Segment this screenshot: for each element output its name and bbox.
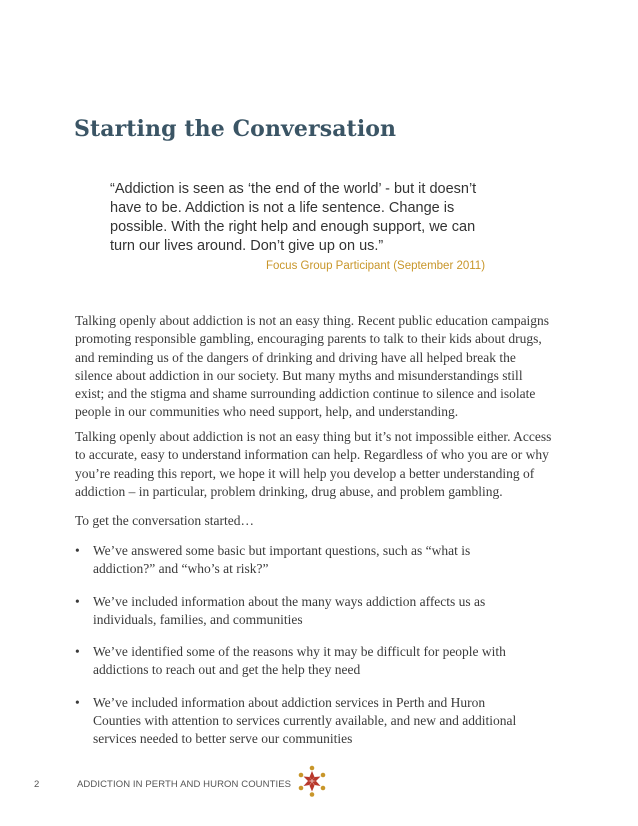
- bullet-line: Counties with attention to services currently available, and new and additional: [93, 713, 517, 729]
- quote-line: possible. With the right help and enough support, we can: [110, 219, 476, 235]
- bullet-icon: •: [75, 644, 80, 660]
- bullet-line: individuals, families, and communities: [93, 611, 303, 627]
- bullet-list: [75, 542, 555, 763]
- pull-quote: [110, 180, 530, 256]
- paragraph-line: addiction – in particular, problem drinking, drug abuse, and problem gambling.: [75, 483, 503, 499]
- list-item: [75, 643, 555, 680]
- quote-line: have to be. Addiction is not a life sentence. Change is: [110, 200, 455, 216]
- paragraph-line: Talking openly about addiction is not an easy thing but it’s not impossible either. Access: [75, 429, 552, 444]
- bullet-line: addictions to reach out and get the help they need: [93, 662, 361, 678]
- bullet-line: We’ve answered some basic but important questions, such as “what is: [93, 543, 471, 558]
- paragraph-line: silence about addiction in our society. But many myths and misunderstandings still: [75, 367, 523, 383]
- bullet-icon: •: [75, 543, 80, 558]
- paragraph-intro: [75, 312, 555, 422]
- paragraph-line: you’re reading this report, we hope it will help you develop a better understanding of: [75, 465, 535, 481]
- paragraph-line: people in our communities who need support, help, and understanding.: [75, 404, 459, 420]
- page-title: Starting the Conversation: [74, 116, 397, 142]
- paragraph-line: Talking openly about addiction is not an easy thing. Recent public education campaigns: [75, 313, 550, 328]
- paragraph-lead-in: To get the conversation started…: [75, 513, 255, 528]
- bullet-icon: •: [75, 694, 80, 710]
- bullet-icon: •: [75, 593, 80, 609]
- list-item: [75, 593, 555, 630]
- paragraph-line: and reminding us of the dangers of drinking and driving have all helped break the: [75, 349, 516, 365]
- paragraph-line: to accurate, easy to understand information can help. Regardless of who you are or why: [75, 447, 549, 463]
- quote-line: “Addiction is seen as ‘the end of the world’ - but it doesn’t: [110, 181, 477, 197]
- paragraph-line: exist; and the stigma and shame surrounding addiction continue to silence and isolate: [75, 386, 536, 402]
- list-item: [75, 542, 555, 579]
- bullet-line: services needed to better serve our communities: [93, 731, 353, 747]
- people-circle-logo-icon: [295, 764, 329, 798]
- bullet-line: We’ve identified some of the reasons why it may be difficult for people with: [93, 644, 506, 660]
- quote-attribution: Focus Group Participant (September 2011): [266, 260, 486, 272]
- bullet-line: We’ve included information about addiction services in Perth and Huron: [93, 694, 486, 710]
- list-item: [75, 694, 555, 749]
- paragraph-access: [75, 428, 555, 501]
- bullet-line: addiction?” and “who’s at risk?”: [93, 561, 269, 577]
- page-number: 2: [34, 779, 40, 790]
- paragraph-line: promoting responsible gambling, encouraging parents to talk to their kids about drugs,: [75, 331, 542, 347]
- quote-line: turn our lives around. Don’t give up on us.”: [110, 238, 384, 254]
- running-title: ADDICTION IN PERTH AND HURON COUNTIES: [77, 779, 292, 790]
- bullet-line: We’ve included information about the many ways addiction affects us as: [93, 593, 486, 609]
